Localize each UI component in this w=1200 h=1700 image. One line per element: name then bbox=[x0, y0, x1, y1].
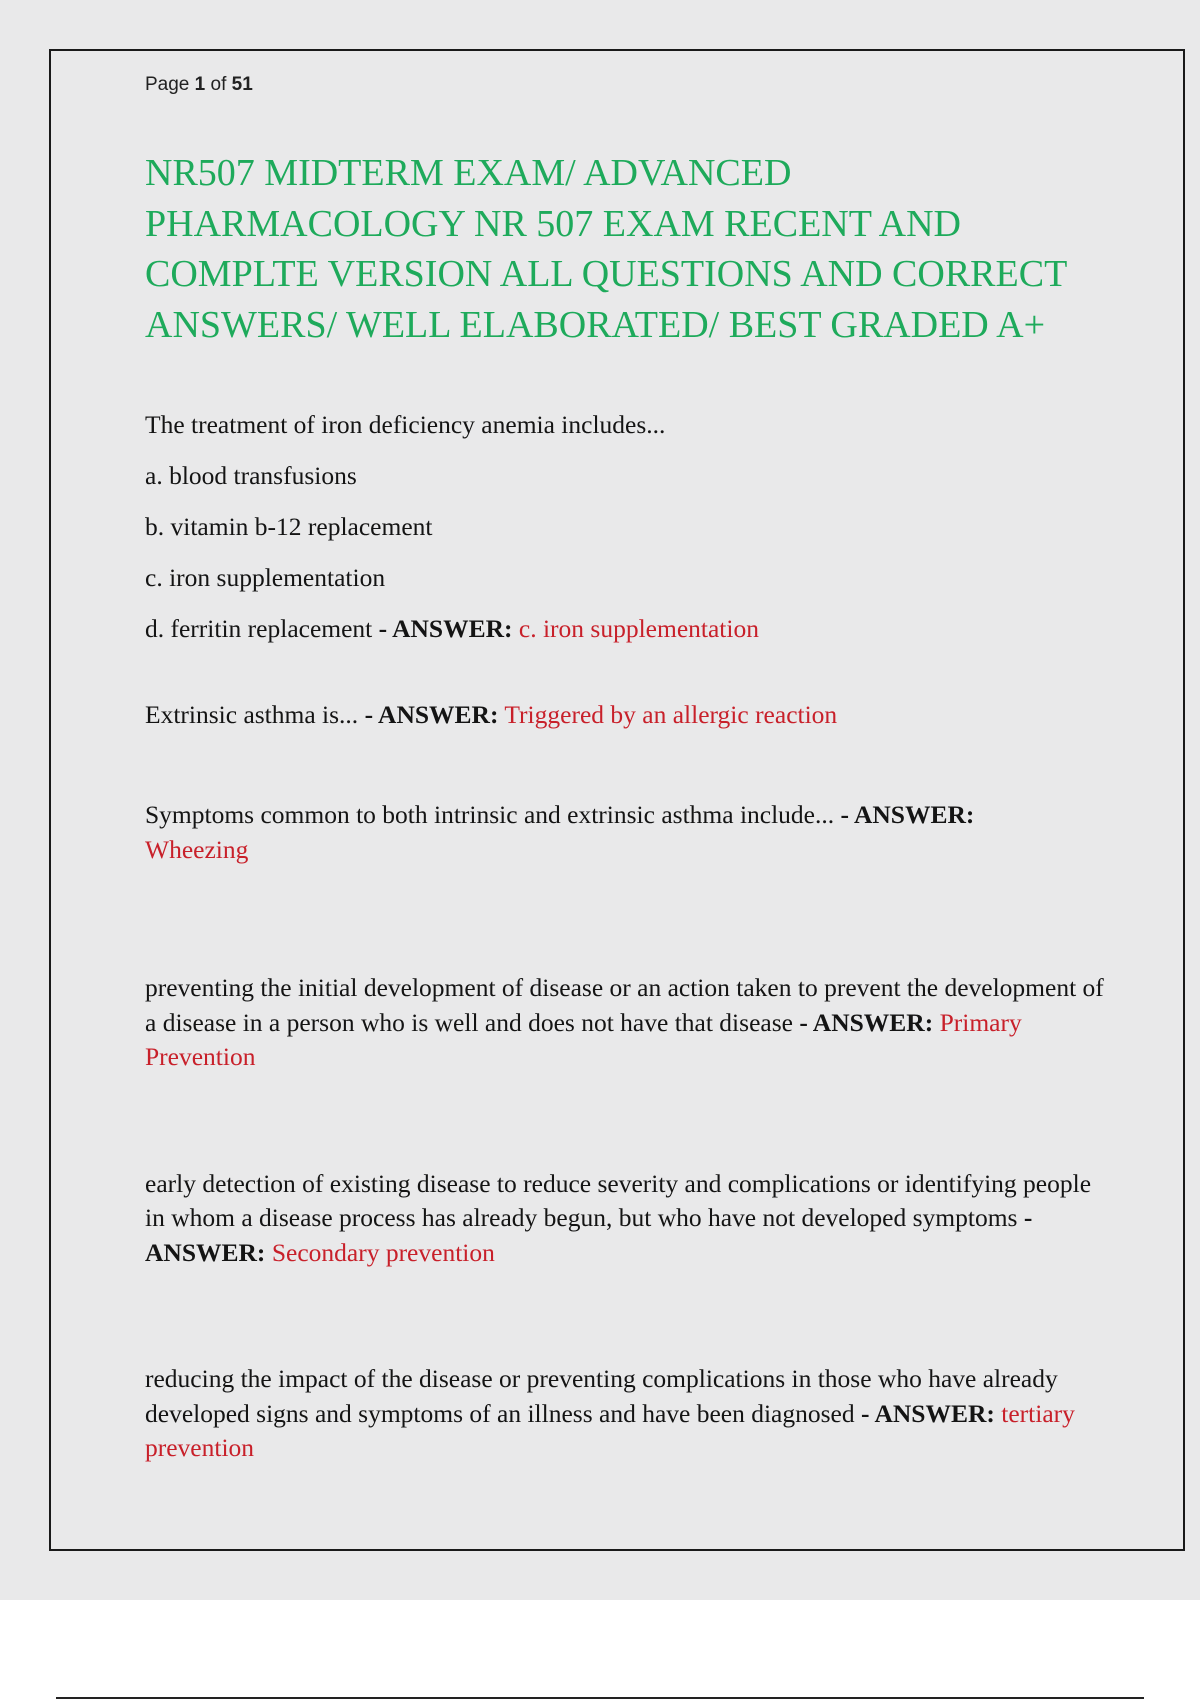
page-current: 1 bbox=[194, 74, 206, 95]
option-b: b. vitamin b-12 replacement bbox=[145, 512, 433, 541]
qa-item bbox=[145, 971, 1105, 1075]
qa-item bbox=[145, 612, 1105, 647]
qa-item bbox=[145, 1362, 1105, 1466]
answer-text: c. iron supplementation bbox=[518, 614, 759, 643]
answer-label: - ANSWER: bbox=[378, 614, 513, 643]
document-title: NR507 MIDTERM EXAM/ ADVANCED PHARMACOLOGY NR 507 EXAM RECENT AND COMPLTE VERSION ALL QUESTIONS AND CORRECT ANSWERS/ WELL ELABORATED/ BEST GRADED A+ bbox=[145, 152, 1067, 346]
page-label: Page bbox=[145, 74, 190, 95]
footer-divider bbox=[56, 1697, 1144, 1699]
answer-text: Secondary prevention bbox=[271, 1237, 495, 1267]
page-of-label: of bbox=[210, 74, 227, 95]
answer-text: Triggered by an allergic reaction bbox=[504, 699, 838, 729]
answer-label: - ANSWER: bbox=[840, 800, 975, 829]
answer-text: Primary Prevention bbox=[145, 1007, 1022, 1071]
answer-label: - ANSWER: bbox=[364, 699, 499, 729]
option-a: a. blood transfusions bbox=[145, 461, 357, 490]
answer-label: - ANSWER: bbox=[860, 1398, 995, 1428]
question-text: reducing the impact of the disease or preventing complications in those who have already developed signs and symptoms of an illness and have been diagnosed bbox=[145, 1364, 1058, 1428]
answer-label: - ANSWER: bbox=[145, 1203, 1033, 1267]
question-text: preventing the initial development of disease or an action taken to prevent the development of a disease in a person who is well and does not have that disease bbox=[145, 973, 1104, 1037]
question-text: Symptoms common to both intrinsic and extrinsic asthma include... bbox=[145, 800, 835, 829]
qa-item bbox=[145, 798, 1105, 867]
page-number bbox=[145, 74, 253, 96]
option-c: c. iron supplementation bbox=[145, 563, 386, 592]
question-list bbox=[145, 408, 1105, 1466]
qa-item bbox=[145, 698, 1105, 733]
option-d: d. ferritin replacement bbox=[145, 614, 373, 643]
answer-label: - ANSWER: bbox=[799, 1007, 934, 1037]
question-stem: The treatment of iron deficiency anemia includes... bbox=[145, 410, 666, 439]
question-text: Extrinsic asthma is... bbox=[145, 699, 359, 729]
answer-text: tertiary prevention bbox=[145, 1398, 1075, 1462]
page-total: 51 bbox=[231, 74, 253, 95]
answer-text: Wheezing bbox=[145, 834, 249, 864]
question-text: early detection of existing disease to reduce severity and complications or identifying people in whom a disease process has already begun, but who have not developed symptoms bbox=[145, 1168, 1092, 1232]
qa-item bbox=[145, 1167, 1105, 1271]
